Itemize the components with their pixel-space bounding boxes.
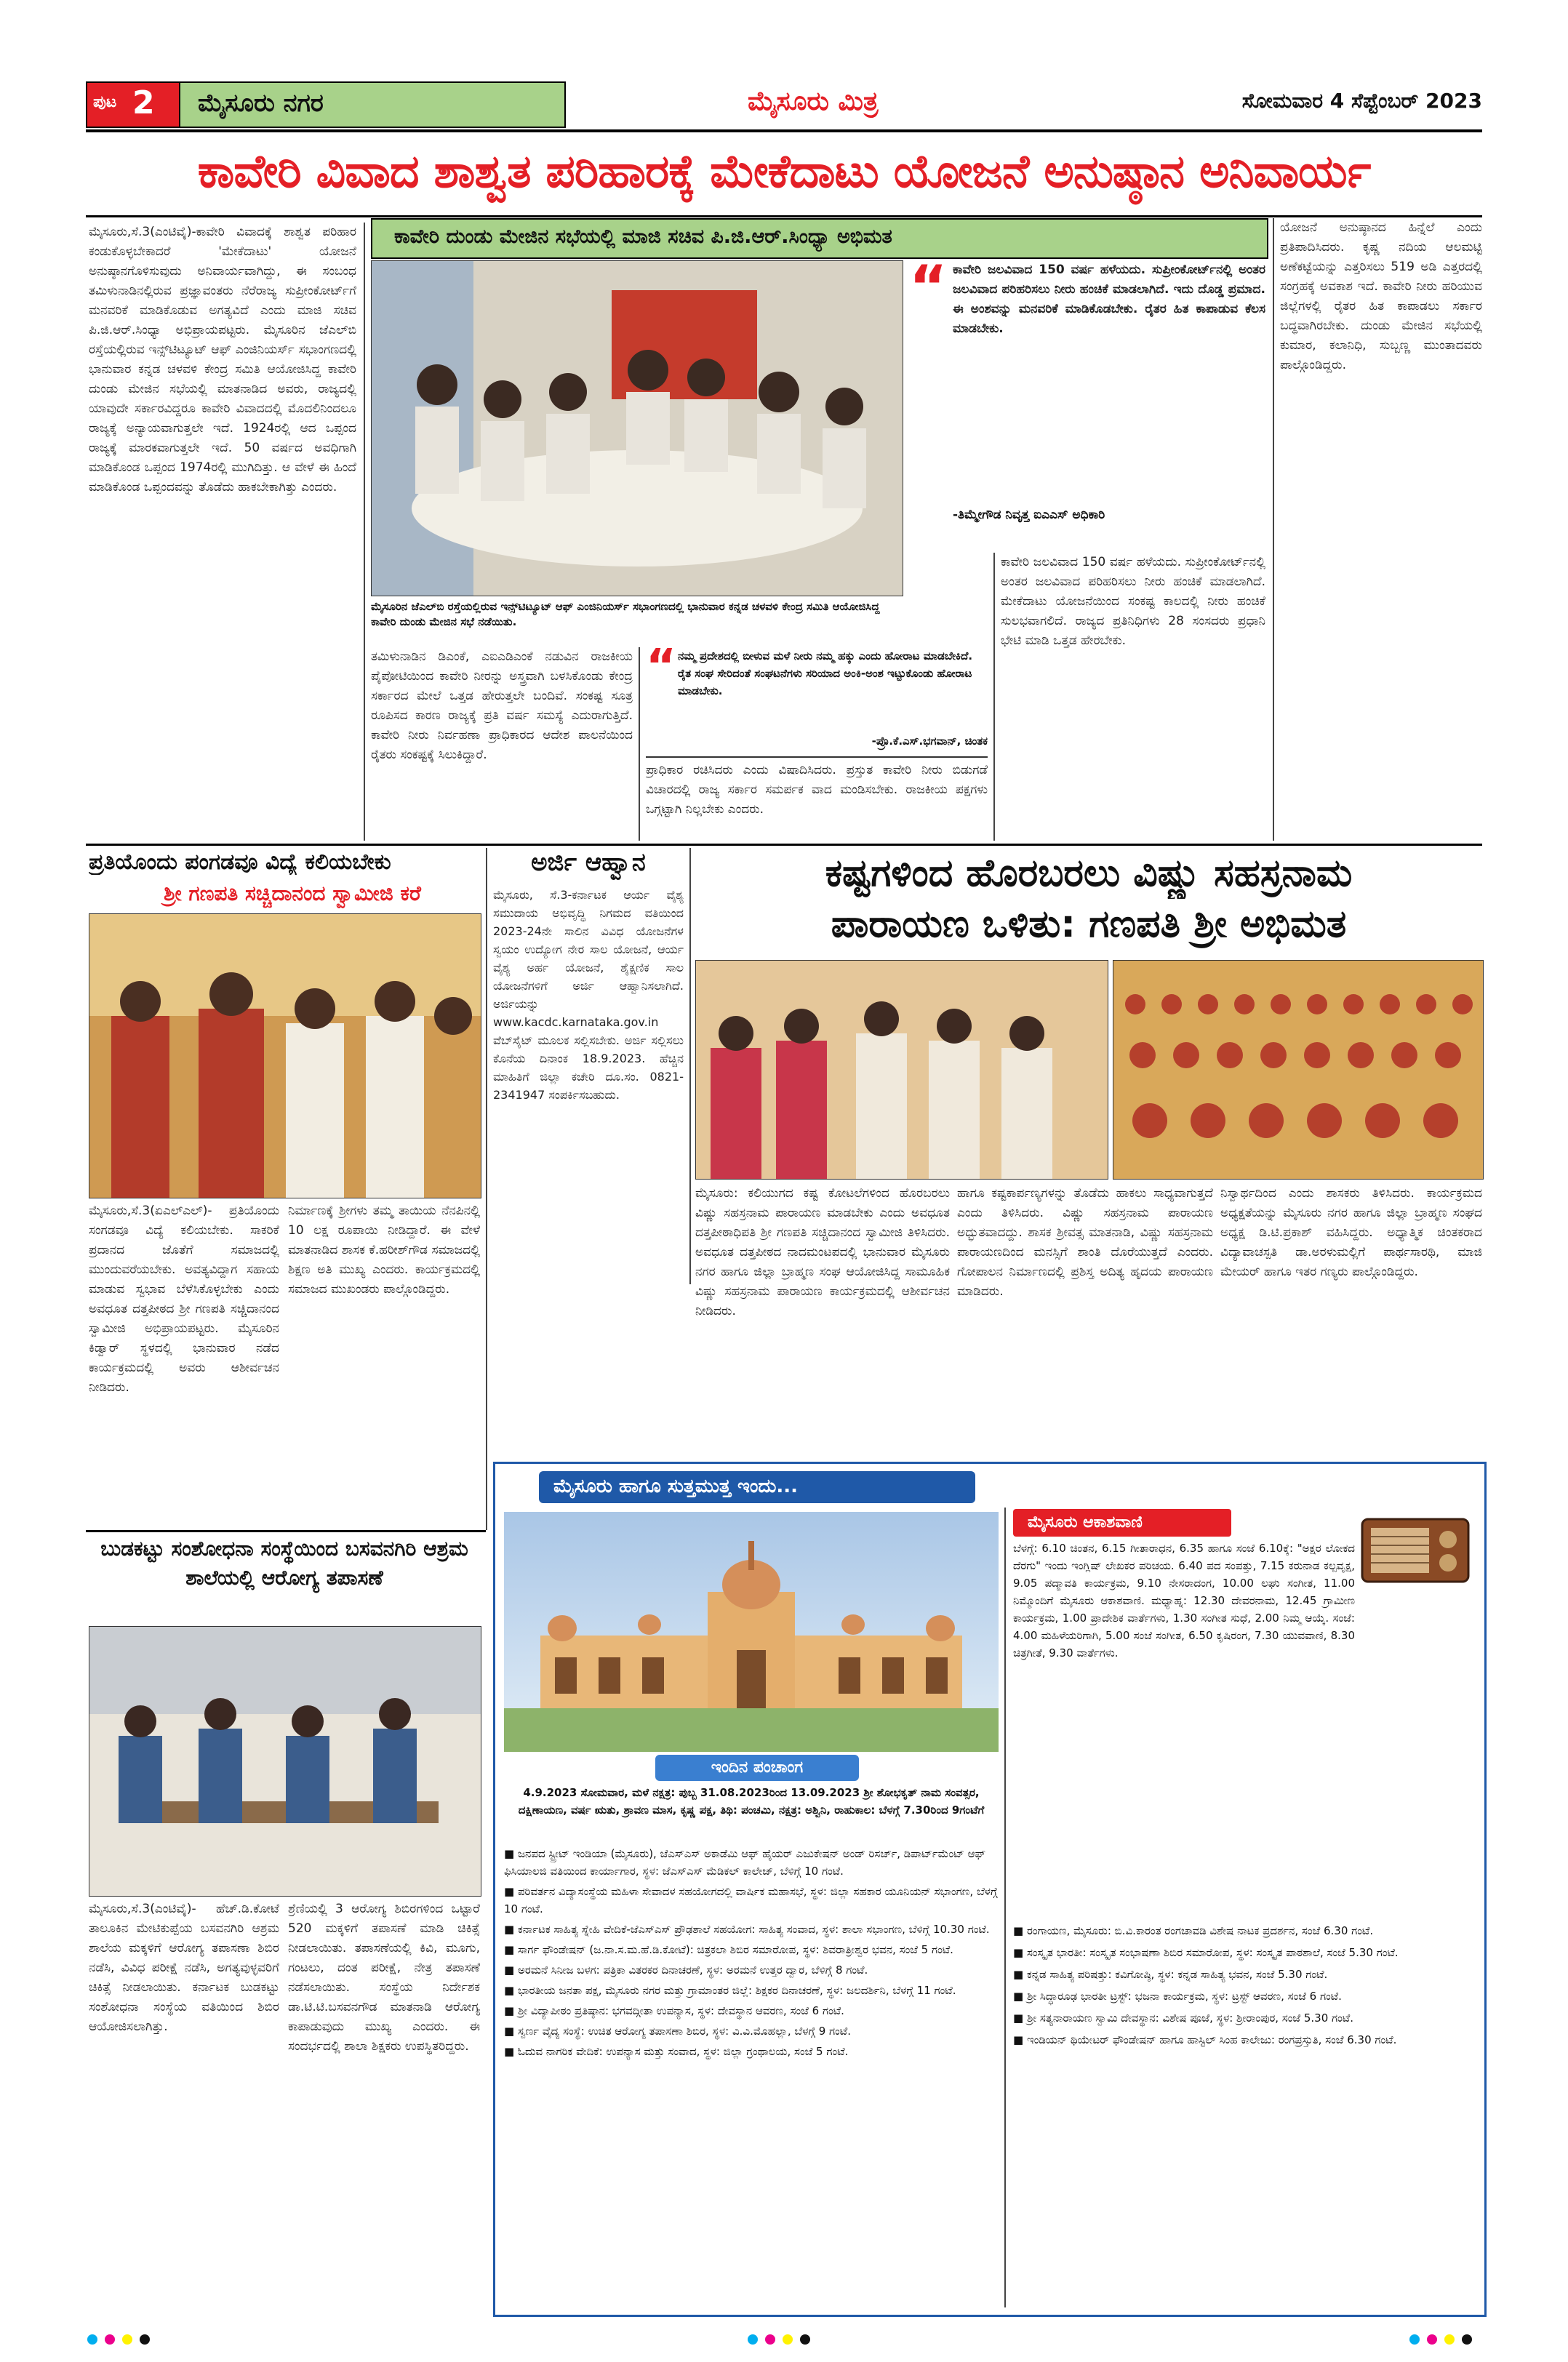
section-label: ಮೈಸೂರು ನಗರ (179, 81, 566, 128)
column-divider (689, 848, 691, 1284)
bottom-left-body: ಮೈಸೂರು,ಸೆ.3(ಎಂಟಿವೈ)- ಹೆಚ್.ಡಿ.ಕೋಟೆ ತಾಲೂಕಿನ ಮೇಟಿಕುಪ್ಪೆಯ ಬಸವನಗಿರಿ ಆಶ್ರಮ ಶಾಲೆಯ ಮಕ್ಕಳಿಗೆ ಆರೋಗ್ಯ ತಪಾಸಣಾ ಶಿಬಿರ ನಡೆಸಿ, ವಿವಿಧ ಪರೀಕ್ಷೆ ನಡೆಸಿ, ಅಗತ್ಯವುಳ್ಳವರಿಗೆ ಚಿಕಿತ್ಸೆ ನೀಡಲಾಯಿತು. ಕರ್ನಾಟಕ ಬುಡಕಟ್ಟು ಸಂಶೋಧನಾ ಸಂಸ್ಥೆಯ ವತಿಯಿಂದ ಶಿಬಿರ ಆಯೋಜಿಸಲಾಗಿತ್ತು. (89, 1902, 279, 2034)
parayana-photo-2-illustration (1113, 961, 1483, 1179)
paper-name: ಮೈಸೂರು ಮಿತ್ರ (748, 86, 879, 116)
meeting-photo-caption: ಮೈಸೂರಿನ ಜೆಎಲ್‌ಬಿ ರಸ್ತೆಯಲ್ಲಿರುವ ಇನ್ಸ್‌ಟಿಟ್ಯೂಟ್ ಆಫ್ ಎಂಜಿನಿಯರ್ಸ್ ಸಭಾಂಗಣದಲ್ಲಿ ಭಾನುವಾರ ಕನ್ನಡ ಚಳವಳಿ ಕೇಂದ್ರ ಸಮಿತಿ ಆಯೋಜಿಸಿದ್ದ ಕಾವೇರಿ ದುಂಡು ಮೇಜಿನ ಸಭೆ ನಡೆಯಿತು. (371, 600, 880, 628)
quote-box-2 (646, 640, 988, 758)
parayana-photo-1 (695, 960, 1108, 1180)
radio-icon (1361, 1515, 1470, 1585)
black-dot (1462, 2334, 1472, 2345)
notice-body: ಮೈಸೂರು, ಸೆ.3-ಕರ್ನಾಟಕ ಆರ್ಯ ವೈಶ್ಯ ಸಮುದಾಯ ಅಭಿವೃದ್ಧಿ ನಿಗಮದ ವತಿಯಿಂದ 2023-24ನೇ ಸಾಲಿನ ವಿವಿಧ ಯೋಜನೆಗಳ ಸ್ವಯಂ ಉದ್ಯೋಗ ನೇರ ಸಾಲ ಯೋಜನೆ, ಆರ್ಯ ವೈಶ್ಯ ಅರ್ಹ ಯೋಜನೆ, ಶೈಕ್ಷಣಿಕ ಸಾಲ ಯೋಜನೆಗಳಿಗೆ ಅರ್ಜಿ ಆಹ್ವಾನಿಸಲಾಗಿದೆ. ಅರ್ಜಿಯನ್ನು www.kacdc.karnataka.gov.in ವೆಬ್‌ಸೈಟ್ ಮೂಲಕ ಸಲ್ಲಿಸಬೇಕು. ಅರ್ಜಿ ಸಲ್ಲಿಸಲು ಕೊನೆಯ ದಿನಾಂಕ 18.9.2023. ಹೆಚ್ಚಿನ ಮಾಹಿತಿಗೆ ಜಿಲ್ಲಾ ಕಚೇರಿ ದೂ.ಸಂ. 0821-2341947 ಸಂಪರ್ಕಿಸಬಹುದು. (493, 888, 684, 1102)
health-camp-photo-illustration (89, 1627, 481, 1896)
quote-2-text: ನಮ್ಮ ಪ್ರದೇಶದಲ್ಲಿ ಬೀಳುವ ಮಳೆ ನೀರು ನಮ್ಮ ಹಕ್ಕು ಎಂದು ಹೋರಾಟ ಮಾಡಬೇಕಿದೆ. ರೈತ ಸಂಘ ಸೇರಿದಂತೆ ಸಂಘಟನೆಗಳು ಸರಿಯಾದ ಅಂಕಿ-ಅಂಶ ಇಟ್ಟುಕೊಂಡು ಹೋರಾಟ ಮಾಡಬೇಕು. (678, 649, 973, 697)
lead-subhead: ಕಾವೇರಿ ದುಂಡು ಮೇಜಿನ ಸಭೆಯಲ್ಲಿ ಮಾಜಿ ಸಚಿವ ಪಿ.ಜಿ.ಆರ್.ಸಿಂಧ್ಯಾ ಅಭಿಮತ (394, 225, 892, 248)
event-item: ■ ಶ್ರೀ ವಿದ್ಯಾಪೀಠಂ ಪ್ರತಿಷ್ಠಾನ: ಭಗವದ್ಗೀತಾ ಉಪನ್ಯಾಸ, ಸ್ಥಳ: ದೇವಸ್ಥಾನ ಆವರಣ, ಸಂಜೆ 6 ಗಂಟೆ. (504, 2004, 844, 2017)
event-item: ■ ಇಂಡಿಯನ್ ಥಿಯೇಟರ್ ಫೌಂಡೇಷನ್ ಹಾಗೂ ಹಾಸ್ಟಿಲ್ ಸಿಂಹ ಕಾಲೇಜು: ರಂಗಪ್ರಸ್ತುತಿ, ಸಂಜೆ 6.30 ಗಂಟೆ. (1013, 2033, 1397, 2046)
bottom-left-body-2: ಶ್ರೆಣಿಯಲ್ಲಿ 3 ಆರೋಗ್ಯ ಶಿಬಿರಗಳಿಂದ ಒಟ್ಟಾರೆ 520 ಮಕ್ಕಳಿಗೆ ತಪಾಸಣೆ ಮಾಡಿ ಚಿಕಿತ್ಸೆ ನೀಡಲಾಯಿತು. ತಪಾಸಣೆಯಲ್ಲಿ ಕಿವಿ, ಮೂಗು, ಗಂಟಲು, ದಂತ ಪರೀಕ್ಷೆ, ನೇತ್ರ ತಪಾಸಣೆ ನಡೆಸಲಾಯಿತು. ಸಂಸ್ಥೆಯ ನಿರ್ದೇಶಕ ಡಾ.ಟಿ.ಟಿ.ಬಸವನಗೌಡ ಮಾತನಾಡಿ ಆರೋಗ್ಯ ಕಾಪಾಡುವುದು ಮುಖ್ಯ ಎಂದರು. ಈ ಸಂದರ್ಭದಲ್ಲಿ ಶಾಲಾ ಶಿಕ್ಷಕರು ಉಪಸ್ಥಿತರಿದ್ದರು. (288, 1902, 480, 2054)
lead-column-4: ಕಾವೇರಿ ಜಲವಿವಾದ 150 ವರ್ಷ ಹಳೆಯದು. ಸುಪ್ರೀಂಕೋರ್ಟ್‌ನಲ್ಲಿ ಅಂತರ ಜಲವಿವಾದ ಪರಿಹರಿಸಲು ನೀರು ಹಂಚಿಕೆ ಮಾಡಲಾಗಿದೆ. ಮೇಕೆದಾಟು ಯೋಜನೆಯಿಂದ ಸಂಕಷ್ಟ ಕಾಲದಲ್ಲಿ ನೀರು ಹಂಚಿಕೆ ಸುಲಭವಾಗಲಿದೆ. ರಾಜ್ಯದ ಪ್ರತಿನಿಧಿಗಳು 28 ಸಂಸದರು ಪ್ರಧಾನಿ ಭೇಟಿ ಮಾಡಿ ಒತ್ತಡ ಹೇರಬೇಕು. (1001, 555, 1265, 648)
notice-box (493, 848, 684, 1284)
today-title: ಮೈಸೂರು ಹಾಗೂ ಸುತ್ತಮುತ್ತ ಇಂದು... (553, 1476, 799, 1497)
lead-subhead-box (371, 218, 1268, 259)
left-story-body-2: ನಿರ್ಮಾಣಕ್ಕೆ ಶ್ರೀಗಳು ತಮ್ಮ ತಾಯಿಯ ನೆನಪಿನಲ್ಲಿ 10 ಲಕ್ಷ ರೂಪಾಯಿ ನೀಡಿದ್ದಾರೆ. ಈ ವೇಳೆ ಮಾತನಾಡಿದ ಶಾಸಕ ಕೆ.ಹರೀಶ್‌ಗೌಡ ಸಮಾಜದಲ್ಲಿ ಶಿಕ್ಷಣ ಅತಿ ಮುಖ್ಯ ಎಂದರು. ಕಾರ್ಯಕ್ರಮದಲ್ಲಿ ಸಮಾಜದ ಮುಖಂಡರು ಪಾಲ್ಗೊಂಡಿದ್ದರು. (288, 1204, 480, 1297)
panchanga-title-bar (655, 1755, 859, 1781)
radio-title-bar (1013, 1509, 1231, 1537)
cyan-dot (87, 2334, 97, 2345)
quote-mark-icon: “ (646, 640, 677, 694)
event-item: ■ ಕರ್ನಾಟಕ ಸಾಹಿತ್ಯ ಸ್ನೇಹಿ ವೇದಿಕೆ-ಜೆಎಸ್‌ಎಸ್ ಪ್ರೌಢಶಾಲೆ ಸಹಯೋಗ: ಸಾಹಿತ್ಯ ಸಂವಾದ, ಸ್ಥಳ: ಶಾಲಾ ಸಭಾಂಗಣ, ಬೆಳಿಗ್ಗೆ 10.30 ಗಂಟೆ. (504, 1923, 990, 1936)
issue-date: ಸೋಮವಾರ 4 ಸೆಪ್ಟೆಂಬರ್ 2023 (1241, 89, 1482, 113)
swamiji-photo-illustration (89, 914, 481, 1198)
radio-title: ಮೈಸೂರು ಆಕಾಶವಾಣಿ (1028, 1513, 1143, 1532)
notice-title: ಅರ್ಜಿ ಆಹ್ವಾನ (531, 848, 646, 877)
left-story-body: ಮೈಸೂರು,ಸೆ.3(ಏಎಲ್‌ಎಲ್)- ಪ್ರತಿಯೊಂದು ಸಂಗಡವೂ ವಿದ್ಯೆ ಕಲಿಯಬೇಕು. ಸಾಕರಿಕೆ ಪ್ರದಾನದ ಜೊತೆಗೆ ಸಮಾಜದಲ್ಲಿ ಮುಂದುವರೆಯಬೇಕು. ಅವತ್ಯವಿದ್ದಾಗ ಸಹಾಯ ಮಾಡುವ ಸ್ವಭಾವ ಬೆಳೆಸಿಕೊಳ್ಳಬೇಕು ಎಂದು ಅವಧೂತ ದತ್ತಪೀಠದ ಶ್ರೀ ಗಣಪತಿ ಸಚ್ಚಿದಾನಂದ ಸ್ವಾಮೀಜಿ ಅಭಿಪ್ರಾಯಪಟ್ಟರು. ಮೈಸೂರಿನ ಕಿಡ್ವಾರ್ ಸ್ಥಳದಲ್ಲಿ ಭಾನುವಾರ ನಡೆದ ಕಾರ್ಯಕ್ರಮದಲ್ಲಿ ಅವರು ಆಶೀರ್ವಚನ ನೀಡಿದರು. (89, 1204, 279, 1395)
health-camp-photo (89, 1626, 481, 1897)
registration-marks-left (87, 2334, 233, 2349)
column-divider (486, 848, 487, 1530)
magenta-dot (1427, 2334, 1437, 2345)
panchanga-title: ಇಂದಿನ ಪಂಚಾಂಗ (711, 1758, 804, 1777)
left-story-subhead: ಶ್ರೀ ಗಣಪತಿ ಸಚ್ಚಿದಾನಂದ ಸ್ವಾಮೀಜಿ ಕರೆ (164, 881, 421, 905)
event-item: ■ ಓದುವ ನಾಗರಿಕ ವೇದಿಕೆ: ಉಪನ್ಯಾಸ ಮತ್ತು ಸಂವಾದ, ಸ್ಥಳ: ಜಿಲ್ಲಾ ಗ್ರಂಥಾಲಯ, ಸಂಜೆ 5 ಗಂಟೆ. (504, 2045, 849, 2058)
quote-1-attribution: -ತಿಮ್ಮೇಗೌಡ ನಿವೃತ್ತ ಐಎಎಸ್ ಅಧಿಕಾರಿ (953, 508, 1105, 522)
bottom-left-headline: ಬುಡಕಟ್ಟು ಸಂಶೋಧನಾ ಸಂಸ್ಥೆಯಿಂದ ಬಸವನಗಿರಿ ಆಶ್ರಮ ಶಾಲೆಯಲ್ಲಿ ಆರೋಗ್ಯ ತಪಾಸಣೆ (100, 1537, 468, 1590)
section-rule (86, 1530, 486, 1532)
radio-schedule: ಬೆಳಗ್ಗೆ: 6.10 ಚಿಂತನ, 6.15 ಗೀತಾರಾಧನ, 6.35 ಹಾಗೂ ಸಂಜೆ 6.10ಕ್ಕೆ: "ಅಕ್ಷರ ಲೋಕದ ದೆರಗು" ಇಂದು ಇಂಗ್ಲಿಷ್ ಲೇಖಕರ ಪರಿಚಯ. 6.40 ಪದ ಸಂಪತ್ತು, 7.15 ಕರುನಾಡ ಕಲ್ಪವೃಕ್ಷ, 9.05 ಪದ್ಮಾವತಿ ಕಾರ್ಯಕ್ರಮ, 9.10 ನೇಸರಾದಂಗ, 10.00 ಲಘು ಸಂಗೀತ, 11.00 ನಿಮ್ಮೊಂದಿಗೆ ಮೈಸೂರು ಆಕಾಶವಾಣಿ. ಮಧ್ಯಾಹ್ನ: 12.30 ದೇವರನಾಮ, 12.45 ಗ್ರಾಮೀಣ ಕಾರ್ಯಕ್ರಮ, 1.00 ಪ್ರಾದೇಶಿಕ ವಾರ್ತೆಗಳು, 1.30 ಸಂಗೀತ ಸುಧೆ, 2.00 ನಿಮ್ಮ ಆಯ್ಕೆ. ಸಂಜೆ: 4.00 ಮಹಿಳೆಯರಿಗಾಗಿ, 5.00 ಸಂಜೆ ಸಂಗೀತ, 6.50 ಕೃಷಿರಂಗ, 7.30 ಯುವವಾಣಿ, 8.30 ಚಿತ್ರಗೀತೆ, 9.30 ವಾರ್ತೆಗಳು. (1013, 1542, 1355, 1660)
event-item: ■ ಜನಪದ ಸ್ಟ್ರೀಟ್ ಇಂಡಿಯಾ (ಮೈಸೂರು), ಜೆಎಸ್‌ಎಸ್ ಅಕಾಡೆಮಿ ಆಫ್ ಹೈಯರ್ ಎಜುಕೇಷನ್ ಅಂಡ್ ರಿಸರ್ಚ್, ಡಿಪಾರ್ಟ್‌ಮೆಂಟ್ ಆಫ್ ಫಿಸಿಯಾಲಜಿ ವತಿಯಿಂದ ಕಾರ್ಯಾಗಾರ, ಸ್ಥಳ: ಜೆಎಸ್‌ಎಸ್ ಮೆಡಿಕಲ್ ಕಾಲೇಜ್, ಬೆಳಿಗ್ಗೆ 10 ಗಂಟೆ. (504, 1847, 985, 1878)
cyan-dot (748, 2334, 758, 2345)
quote-1-text: ಕಾವೇರಿ ಜಲವಿವಾದ 150 ವರ್ಷ ಹಳೆಯದು. ಸುಪ್ರೀಂಕೋರ್ಟ್‌ನಲ್ಲಿ ಅಂತರ ಜಲವಿವಾದ ಪರಿಹರಿಸಲು ನೀರು ಹಂಚಿಕೆ ಮಾಡಲಾಗಿದೆ. ಇದು ದೊಡ್ಡ ಪ್ರಮಾದ. ಈ ಅಂಶವನ್ನು ಮನವರಿಕೆ ಮಾಡಿಕೊಡಬೇಕು. ರೈತರ ಹಿತ ಕಾಪಾಡುವ ಕೆಲಸ ಮಾಡಬೇಕು. (953, 263, 1265, 336)
lead-column-1: ಮೈಸೂರು,ಸೆ.3(ಎಂಟಿವೈ)-ಕಾವೇರಿ ವಿವಾದಕ್ಕೆ ಶಾಶ್ವತ ಪರಿಹಾರ ಕಂಡುಕೊಳ್ಳಬೇಕಾದರೆ 'ಮೇಕೆದಾಟು' ಯೋಜನೆ ಅನುಷ್ಠಾನಗೊಳಿಸುವುದು ಅನಿವಾರ್ಯವಾಗಿದ್ದು, ಈ ಸಂಬಂಧ ತಮಿಳುನಾಡಿನಲ್ಲಿರುವ ಪ್ರಜ್ಞಾವಂತರು ನೆರೆರಾಜ್ಯ ಸುಪ್ರೀಂಕೋರ್ಟ್‌ಗೆ ಮನವರಿಕೆ ಮಾಡಿಕೊಡುವ ಅಗತ್ಯವಿದೆ ಎಂದು ಮಾಜಿ ಸಚಿವ ಪಿ.ಜಿ.ಆರ್.ಸಿಂಧ್ಯಾ ಅಭಿಪ್ರಾಯಪಟ್ಟರು. ಮೈಸೂರಿನ ಜೆಎಲ್‌ಬಿ ರಸ್ತೆಯಲ್ಲಿರುವ ಇನ್ಸ್‌ಟಿಟ್ಯೂಟ್ ಆಫ್ ಎಂಜಿನಿಯರ್ಸ್ ಸಭಾಂಗಣದಲ್ಲಿ ಭಾನುವಾರ ಕನ್ನಡ ಚಳವಳಿ ಕೇಂದ್ರ ಸಮಿತಿ ಆಯೋಜಿಸಿದ್ದ ಕಾವೇರಿ ದುಂಡು ಮೇಜಿನ ಸಭೆಯಲ್ಲಿ ಮಾತನಾಡಿದ ಅವರು, ರಾಜ್ಯದಲ್ಲಿ ಯಾವುದೇ ಸರ್ಕಾರವಿದ್ದರೂ ಕಾವೇರಿ ವಿವಾದದಲ್ಲಿ ಮೊದಲಿನಿಂದಲೂ ರಾಜ್ಯಕ್ಕೆ ಅನ್ಯಾಯವಾಗುತ್ತಲೇ ಇದೆ. 1924ರಲ್ಲಿ ಆದ ಒಪ್ಪಂದ ರಾಜ್ಯಕ್ಕೆ ಮಾರಕವಾಗುತ್ತಲೇ ಇದೆ. 50 ವರ್ಷದ ಅವಧಿಗಾಗಿ ಮಾಡಿಕೊಂಡ ಒಪ್ಪಂದ 1974ರಲ್ಲಿ ಮುಗಿದಿತ್ತು. ಆ ವೇಳೆ ಈ ಹಿಂದೆ ಮಾಡಿಕೊಂಡ ಒಪ್ಪಂದವನ್ನು ತೊಡೆದು ಹಾಕಬೇಕಾಗಿತ್ತು ಎಂದರು. (89, 225, 356, 495)
right-story-body-2: ಹಾಗೂ ಕಷ್ಟಕಾರ್ಪಣ್ಯಗಳನ್ನು ತೊಡೆದು ಹಾಕಲು ಸಾಧ್ಯವಾಗುತ್ತದೆ ಎಂದು ತಿಳಿಸಿದರು. ವಿಷ್ಣು ಸಹಸ್ರನಾಮ ಪಾರಾಯಣ ಅದ್ಭುತವಾದದ್ದು. ಶಾಸಕ ಶ್ರೀವತ್ಸ ಮಾತನಾಡಿ, ವಿಷ್ಣು ಸಹಸ್ರನಾಮ ಪಾರಾಯಣದಿಂದ ಮನಸ್ಸಿಗೆ ಶಾಂತಿ ದೊರೆಯುತ್ತದೆ ಎಂದರು. ಗೋಪಾಲನ ನಿರ್ಮಾಣದಲ್ಲಿ ಪ್ರಶಿಸ್ತ ಅದಿತ್ಯ ಹೃದಯ ಪಾರಾಯಣ ಮಾಡಿದರು. (957, 1186, 1213, 1299)
swamiji-photo (89, 913, 481, 1198)
column-divider (993, 553, 995, 841)
meeting-photo-illustration (372, 261, 903, 596)
meeting-photo (371, 260, 903, 596)
column-divider (364, 223, 365, 841)
column-divider (1004, 1508, 1006, 2307)
magenta-dot (765, 2334, 775, 2345)
parayana-photo-1-illustration (696, 961, 1108, 1179)
events-list-2 (1013, 1922, 1476, 2307)
lead-column-5: ಯೋಜನೆ ಅನುಷ್ಠಾನದ ಹಿನ್ನೆಲೆ ಎಂದು ಪ್ರತಿಪಾದಿಸಿದರು. ಕೃಷ್ಣ ನದಿಯ ಆಲಮಟ್ಟಿ ಅಣೆಕಟ್ಟೆಯನ್ನು ಎತ್ತರಿಸಲು 519 ಅಡಿ ಎತ್ತರದಲ್ಲಿ ಸಂಗ್ರಹಕ್ಕೆ ಅವಕಾಶ ಇದೆ. ಕಾವೇರಿ ನೀರು ಹರಿಯುವ ಜಿಲ್ಲೆಗಳಲ್ಲಿ ರೈತರ ಹಿತ ಕಾಪಾಡಲು ಸರ್ಕಾರ ಬದ್ಧವಾಗಿರಬೇಕು. ದುಂಡು ಮೇಜಿನ ಸಭೆಯಲ್ಲಿ ಕುಮಾರ, ಕಲಾನಿಧಿ, ಸುಬ್ಬಣ್ಣ ಮುಂತಾದವರು ಪಾಲ್ಗೊಂಡಿದ್ದರು. (1280, 220, 1482, 372)
event-item: ■ ಸಂಸ್ಕೃತ ಭಾರತೀ: ಸಂಸ್ಕೃತ ಸಂಭಾಷಣಾ ಶಿಬಿರ ಸಮಾರೋಪ, ಸ್ಥಳ: ಸಂಸ್ಕೃತ ಪಾಠಶಾಲೆ, ಸಂಜೆ 5.30 ಗಂಟೆ. (1013, 1946, 1399, 1959)
event-item: ■ ರಂಗಾಯಣ, ಮೈಸೂರು: ಬಿ.ವಿ.ಕಾರಂತ ರಂಗಚಾವಡಿ ವಿಶೇಷ ನಾಟಕ ಪ್ರದರ್ಶನ, ಸಂಜೆ 6.30 ಗಂಟೆ. (1013, 1924, 1374, 1937)
black-dot (800, 2334, 810, 2345)
events-list (504, 1845, 999, 2307)
cyan-dot (1409, 2334, 1420, 2345)
right-story-headline-2: ಪಾರಾಯಣ ಒಳಿತು: ಗಣಪತಿ ಶ್ರೀ ಅಭಿಮತ (831, 902, 1347, 946)
column-divider (639, 647, 640, 841)
event-item: ■ ಕನ್ನಡ ಸಾಹಿತ್ಯ ಪರಿಷತ್ತು: ಕವಿಗೋಷ್ಠಿ, ಸ್ಥಳ: ಕನ್ನಡ ಸಾಹಿತ್ಯ ಭವನ, ಸಂಜೆ 5.30 ಗಂಟೆ. (1013, 1968, 1328, 1981)
event-item: ■ ಸಾರ್ಗ ಫೌಂಡೇಷನ್ (ಜ.ನಾ.ಸ.ಮ.ಹೆ.ಡಿ.ಕೋಟೆ): ಚಿತ್ರಕಲಾ ಶಿಬಿರ ಸಮಾರೋಪ, ಸ್ಥಳ: ಶಿವರಾತ್ರೀಶ್ವರ ಭವನ, ಸಂಜೆ 5 ಗಂಟೆ. (504, 1943, 953, 1956)
right-story-body: ಮೈಸೂರು: ಕಲಿಯುಗದ ಕಷ್ಟ ಕೋಟಲೆಗಳಿಂದ ಹೊರಬರಲು ವಿಷ್ಣು ಸಹಸ್ರನಾಮ ಪಾರಾಯಣ ಮಾಡಬೇಕು ಎಂದು ಅವಧೂತ ದತ್ತಪೀಠಾಧಿಪತಿ ಶ್ರೀ ಗಣಪತಿ ಸಚ್ಚಿದಾನಂದ ಸ್ವಾಮೀಜಿ ತಿಳಿಸಿದರು. ಅವಧೂತ ದತ್ತಪೀಠದ ನಾದಮಂಟಪದಲ್ಲಿ ಭಾನುವಾರ ಮೈಸೂರು ನಗರ ಹಾಗೂ ಜಿಲ್ಲಾ ಬ್ರಾಹ್ಮಣ ಸಂಘ ಆಯೋಜಿಸಿದ್ದ ಸಾಮೂಹಿಕ ವಿಷ್ಣು ಸಹಸ್ರನಾಮ ಪಾರಾಯಣ ಕಾರ್ಯಕ್ರಮದಲ್ಲಿ ಆಶೀರ್ವಚನ ನೀಡಿದರು. (695, 1186, 950, 1318)
quote-box-1 (909, 253, 1265, 550)
quote-mark-icon: “ (909, 253, 948, 321)
quote-2-attribution: -ಪ್ರೊ.ಕೆ.ಎಸ್.ಭಗವಾನ್, ಚಿಂತಕ (871, 734, 988, 748)
page-label: ಪುಟ (93, 93, 117, 111)
radio-set-icon (1361, 1515, 1470, 1585)
header-rule (86, 129, 1482, 132)
event-item: ■ ಅರಮನೆ ಸಿನೀಜ ಬಳಗ: ಪತ್ರಿಕಾ ವಿತರಕರ ದಿನಾಚರಣೆ, ಸ್ಥಳ: ಅರಮನೆ ಉತ್ತರ ದ್ವಾರ, ಬೆಳಿಗ್ಗೆ 8 ಗಂಟೆ. (504, 1963, 868, 1977)
event-item: ■ ಭಾರತೀಯ ಜನತಾ ಪಕ್ಷ, ಮೈಸೂರು ನಗರ ಮತ್ತು ಗ್ರಾಮಾಂತರ ಜಿಲ್ಲೆ: ಶಿಕ್ಷಕರ ದಿನಾಚರಣೆ, ಸ್ಥಳ: ಜಲದರ್ಶಿನಿ, ಬೆಳಗ್ಗೆ 11 ಗಂಟೆ. (504, 1984, 956, 1997)
event-item: ■ ಸ್ವರ್ಣ ವೈದ್ಯ ಸಂಸ್ಥೆ: ಉಚಿತ ಆರೋಗ್ಯ ತಪಾಸಣಾ ಶಿಬಿರ, ಸ್ಥಳ: ವಿ.ವಿ.ಮೊಹಲ್ಲಾ, ಬೆಳಗ್ಗೆ 9 ಗಂಟೆ. (504, 2025, 851, 2038)
registration-marks-right (1409, 2334, 1482, 2349)
event-item: ■ ಶ್ರೀ ಸತ್ಯನಾರಾಯಣ ಸ್ವಾಮಿ ದೇವಸ್ಥಾನ: ವಿಶೇಷ ಪೂಜೆ, ಸ್ಥಳ: ಶ್ರೀರಾಂಪುರ, ಸಂಜೆ 5.30 ಗಂಟೆ. (1013, 2011, 1353, 2025)
page-number: 2 (132, 84, 155, 121)
palace-photo (504, 1512, 999, 1752)
yellow-dot (122, 2334, 132, 2345)
headline-rule (86, 215, 1482, 217)
left-story-headline: ಪ್ರತಿಯೊಂದು ಪಂಗಡವೂ ವಿದ್ಯೆ ಕಲಿಯಬೇಕು (89, 849, 391, 875)
page-number-badge (86, 81, 180, 128)
registration-marks-center (748, 2334, 893, 2349)
yellow-dot (1444, 2334, 1455, 2345)
today-title-bar (539, 1471, 975, 1503)
lead-column-3: ಪ್ರಾಧಿಕಾರ ರಚಿಸಿದರು ಎಂದು ವಿಷಾದಿಸಿದರು. ಪ್ರಸ್ತುತ ಕಾವೇರಿ ನೀರು ಬಿಡುಗಡೆ ವಿಚಾರದಲ್ಲಿ ರಾಜ್ಯ ಸರ್ಕಾರ ಸಮರ್ಪಕ ವಾದ ಮಂಡಿಸಬೇಕು. ರಾಜಕೀಯ ಪಕ್ಷಗಳು ಒಗ್ಗಟ್ಟಾಗಿ ನಿಲ್ಲಬೇಕು ಎಂದರು. (646, 763, 988, 817)
parayana-photo-2 (1113, 960, 1484, 1180)
lead-headline: ಕಾವೇರಿ ವಿವಾದ ಶಾಶ್ವತ ಪರಿಹಾರಕ್ಕೆ ಮೇಕೆದಾಟು ಯೋಜನೆ ಅನುಷ್ಠಾನ ಅನಿವಾರ್ಯ (197, 145, 1371, 198)
right-story-body-3: ನಿಸ್ವಾರ್ಥದಿಂದ ಎಂದು ಶಾಸಕರು ತಿಳಿಸಿದರು. ಕಾರ್ಯಕ್ರಮದ ಅಧ್ಯಕ್ಷತೆಯನ್ನು ಮೈಸೂರು ನಗರ ಹಾಗೂ ಜಿಲ್ಲಾ ಬ್ರಾಹ್ಮಣ ಸಂಘದ ಅಧ್ಯಕ್ಷ ಡಿ.ಟಿ.ಪ್ರಕಾಶ್ ವಹಿಸಿದ್ದರು. ಅಧ್ಯಾತ್ಮಿಕ ಚಿಂತಕರಾದ ವಿದ್ಯಾವಾಚಸ್ಪತಿ ಡಾ.ಅರಳುಮಲ್ಲಿಗೆ ಪಾರ್ಥಸಾರಥಿ, ಮಾಜಿ ಮೇಯರ್ ಹಾಗೂ ಇತರ ಗಣ್ಯರು ಪಾಲ್ಗೊಂಡಿದ್ದರು. (1220, 1186, 1482, 1279)
yellow-dot (783, 2334, 793, 2345)
event-item: ■ ಶ್ರೀ ಸಿದ್ಧಾರೂಢ ಭಾರತೀ ಟ್ರಸ್ಟ್: ಭಜನಾ ಕಾರ್ಯಕ್ರಮ, ಸ್ಥಳ: ಟ್ರಸ್ಟ್ ಆವರಣ, ಸಂಜೆ 6 ಗಂಟೆ. (1013, 1990, 1342, 2003)
page-header (86, 81, 1482, 127)
palace-illustration (504, 1512, 999, 1752)
event-item: ■ ಪರಿವರ್ತನ ವಿದ್ಯಾಸಂಸ್ಥೆಯ ಮಹಿಳಾ ಸೇವಾದಳ ಸಹಯೋಗದಲ್ಲಿ ವಾರ್ಷಿಕ ಮಹಾಸಭೆ, ಸ್ಥಳ: ಜಿಲ್ಲಾ ಸಹಕಾರ ಯೂನಿಯನ್ ಸಭಾಂಗಣ, ಬೆಳಗ್ಗೆ 10 ಗಂಟೆ. (504, 1885, 998, 1915)
right-story-headline-1: ಕಷ್ಟಗಳಿಂದ ಹೊರಬರಲು ವಿಷ್ಣು ಸಹಸ್ರನಾಮ (825, 852, 1353, 895)
lead-column-2: ತಮಿಳುನಾಡಿನ ಡಿಎಂಕೆ, ಎಐಎಡಿಎಂಕೆ ನಡುವಿನ ರಾಜಕೀಯ ಪೈಪೋಟಿಯಿಂದ ಕಾವೇರಿ ನೀರನ್ನು ಅಸ್ತ್ರವಾಗಿ ಬಳಸಿಕೊಂಡು ಕೇಂದ್ರ ಸರ್ಕಾರದ ಮೇಲೆ ಒತ್ತಡ ಹೇರುತ್ತಲೇ ಬಂದಿವೆ. ಸಂಕಷ್ಟ ಸೂತ್ರ ರೂಪಿಸದ ಕಾರಣ ರಾಜ್ಯಕ್ಕೆ ಪ್ರತಿ ವರ್ಷ ಸಮಸ್ಯೆ ಎದುರಾಗುತ್ತಿದೆ. ಕಾವೇರಿ ನೀರು ನಿರ್ವಹಣಾ ಪ್ರಾಧಿಕಾರದ ಆದೇಶ ಪಾಲನೆಯಿಂದ ರೈತರು ಸಂಕಷ್ಟಕ್ಕೆ ಸಿಲುಕಿದ್ದಾರೆ. (371, 649, 633, 762)
panchanga-text: 4.9.2023 ಸೋಮವಾರ, ಮಳೆ ನಕ್ಷತ್ರ: ಪುಬ್ಬ 31.08.2023ರಿಂದ 13.09.2023 ಶ್ರೀ ಶೋಭಕೃತ್ ನಾಮ ಸಂವತ್ಸರ, ದಕ್ಷಿಣಾಯಣ, ವರ್ಷ ಋತು, ಶ್ರಾವಣ ಮಾಸ, ಕೃಷ್ಣ ಪಕ್ಷ, ತಿಥಿ: ಪಂಚಮಿ, ನಕ್ಷತ್ರ: ಅಶ್ವಿನಿ, ರಾಹುಕಾಲ: ಬೆಳಗ್ಗೆ 7.30ರಿಂದ 9ಗಂಟೆಗೆ (518, 1786, 985, 1817)
section-rule (86, 844, 1482, 846)
today-box (493, 1462, 1487, 2317)
magenta-dot (105, 2334, 115, 2345)
column-divider (1273, 218, 1274, 841)
black-dot (140, 2334, 150, 2345)
